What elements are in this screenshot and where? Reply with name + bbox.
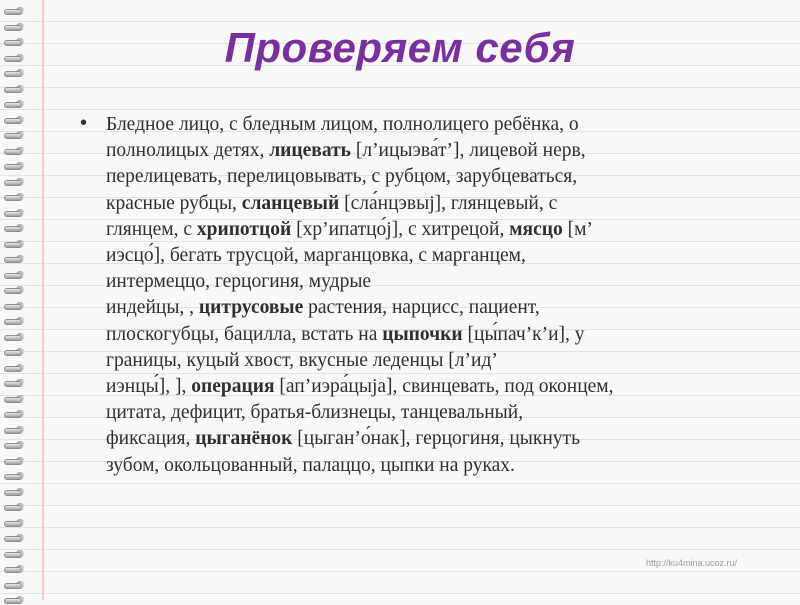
text-segment: зубом, окольцованный, палаццо, цыпки на руках. xyxy=(106,454,515,476)
spiral-ring xyxy=(4,440,26,450)
text-line xyxy=(106,269,740,295)
spiral-wire xyxy=(4,335,22,341)
spiral-wire xyxy=(4,304,22,310)
text-line xyxy=(106,217,740,243)
text-segment: Бледное лицо, с бледным лицом, полнолицего ребёнка, о xyxy=(106,114,579,135)
text-segment: границы, куцый хвост, вкусные леденцы [л’ид’ xyxy=(106,349,498,371)
text-line xyxy=(106,138,740,164)
spiral-ring xyxy=(4,239,26,249)
spiral-ring xyxy=(4,347,26,357)
text-segment: цитата, дефицит, братья-близнецы, танцевальный, xyxy=(106,402,524,424)
spiral-ring xyxy=(4,6,26,16)
spiral-ring xyxy=(4,549,26,559)
spiral-wire xyxy=(4,257,22,263)
text-line xyxy=(106,322,740,348)
spiral-ring xyxy=(4,84,26,94)
text-segment: перелицевать, перелицовывать, с рубцом, зарубцеваться, xyxy=(106,166,578,188)
spiral-binding xyxy=(0,0,36,600)
text-segment: фиксация, xyxy=(106,428,196,450)
footer-url: http://ku4mina.ucoz.ru/ xyxy=(646,558,738,568)
spiral-wire xyxy=(4,273,22,279)
text-segment: интермеццо, герцогиня, мудрые xyxy=(106,271,372,293)
text-segment: [цы́пач’к’и], у xyxy=(462,323,585,345)
spiral-wire xyxy=(4,211,22,217)
text-segment: [л’ицыэва́т’], лицевой нерв, xyxy=(350,140,586,162)
text-line xyxy=(106,453,740,479)
bold-word: лицевать xyxy=(269,140,351,162)
text-segment: [хр’ипатцо́j], с хитрецой, xyxy=(291,218,510,240)
spiral-wire xyxy=(4,133,22,139)
spiral-wire xyxy=(4,598,22,604)
spiral-wire xyxy=(4,490,22,496)
spiral-ring xyxy=(4,192,26,202)
text-segment: плоскогубцы, бацилла, встать на xyxy=(106,323,383,345)
spiral-wire xyxy=(4,443,22,449)
spiral-ring xyxy=(4,502,26,512)
text-line xyxy=(106,348,740,374)
spiral-wire xyxy=(4,118,22,124)
spiral-ring xyxy=(4,332,26,342)
bold-word: цыганёнок xyxy=(195,428,293,450)
spiral-ring xyxy=(4,115,26,125)
text-segment: [цыган’о́нак], герцогиня, цыкнуть xyxy=(292,428,580,450)
spiral-wire xyxy=(4,102,22,108)
text-segment: индейцы, , xyxy=(106,297,199,319)
spiral-ring xyxy=(4,456,26,466)
spiral-wire xyxy=(4,397,22,403)
text-line xyxy=(106,374,740,400)
text-line xyxy=(106,112,740,138)
spiral-wire xyxy=(4,412,22,418)
notebook-margin-line xyxy=(42,0,44,600)
spiral-wire xyxy=(4,583,22,589)
spiral-ring xyxy=(4,130,26,140)
spiral-wire xyxy=(4,474,22,480)
text-segment: [сла́нцэвыj], глянцевый, с xyxy=(339,192,558,214)
text-segment: [м’ xyxy=(562,218,593,240)
text-segment: иэсцо́], бегать трусцой, марганцовка, с марганцем, xyxy=(106,245,526,267)
spiral-wire xyxy=(4,242,22,248)
bold-word: цитрусовые xyxy=(198,297,304,319)
spiral-wire xyxy=(4,180,22,186)
spiral-wire xyxy=(4,428,22,434)
spiral-ring xyxy=(4,533,26,543)
spiral-wire xyxy=(4,164,22,170)
text-segment: глянцем, с xyxy=(106,218,197,240)
spiral-ring xyxy=(4,394,26,404)
spiral-wire xyxy=(4,149,22,155)
text-segment: полнолицых детях, xyxy=(106,140,270,162)
text-line xyxy=(106,164,740,190)
text-segment: иэнцы́], ], xyxy=(106,376,192,398)
text-line xyxy=(106,243,740,269)
text-segment: растения, нарцисс, пациент, xyxy=(303,297,540,319)
text-segment: [ап’иэра́цыjа], свинцевать, под оконцем, xyxy=(274,376,614,398)
text-line xyxy=(106,295,740,321)
spiral-ring xyxy=(4,177,26,187)
spiral-ring xyxy=(4,580,26,590)
bold-word: операция xyxy=(191,376,275,398)
spiral-ring xyxy=(4,471,26,481)
bold-word: цыпочки xyxy=(382,323,463,345)
spiral-ring xyxy=(4,378,26,388)
spiral-ring xyxy=(4,518,26,528)
slide-title: Проверяем себя xyxy=(224,24,576,71)
spiral-ring xyxy=(4,595,26,605)
text-line xyxy=(106,426,740,452)
spiral-ring xyxy=(4,363,26,373)
spiral-wire xyxy=(4,226,22,232)
spiral-wire xyxy=(4,366,22,372)
bullet-paragraph xyxy=(106,112,740,479)
spiral-wire xyxy=(4,381,22,387)
bullet-marker: • xyxy=(80,112,88,134)
spiral-wire xyxy=(4,350,22,356)
spiral-wire xyxy=(4,536,22,542)
bold-word: мясцо xyxy=(509,218,563,240)
spiral-wire xyxy=(4,87,22,93)
spiral-wire xyxy=(4,552,22,558)
spiral-wire xyxy=(4,505,22,511)
bold-word: хрипотцой xyxy=(196,218,292,240)
text-line xyxy=(106,400,740,426)
spiral-ring xyxy=(4,564,26,574)
spiral-wire xyxy=(4,319,22,325)
spiral-wire xyxy=(4,195,22,201)
spiral-ring xyxy=(4,285,26,295)
spiral-ring xyxy=(4,223,26,233)
spiral-ring xyxy=(4,425,26,435)
text-line xyxy=(106,191,740,217)
spiral-ring xyxy=(4,316,26,326)
spiral-ring xyxy=(4,99,26,109)
spiral-ring xyxy=(4,161,26,171)
spiral-ring xyxy=(4,301,26,311)
spiral-ring xyxy=(4,270,26,280)
spiral-wire xyxy=(4,288,22,294)
spiral-ring xyxy=(4,208,26,218)
spiral-ring xyxy=(4,487,26,497)
bold-word: сланцевый xyxy=(241,192,340,214)
spiral-wire xyxy=(4,459,22,465)
spiral-wire xyxy=(4,567,22,573)
spiral-wire xyxy=(4,521,22,527)
spiral-ring xyxy=(4,254,26,264)
spiral-ring xyxy=(4,146,26,156)
spiral-ring xyxy=(4,409,26,419)
spiral-wire xyxy=(4,9,22,15)
text-segment: красные рубцы, xyxy=(106,192,242,214)
